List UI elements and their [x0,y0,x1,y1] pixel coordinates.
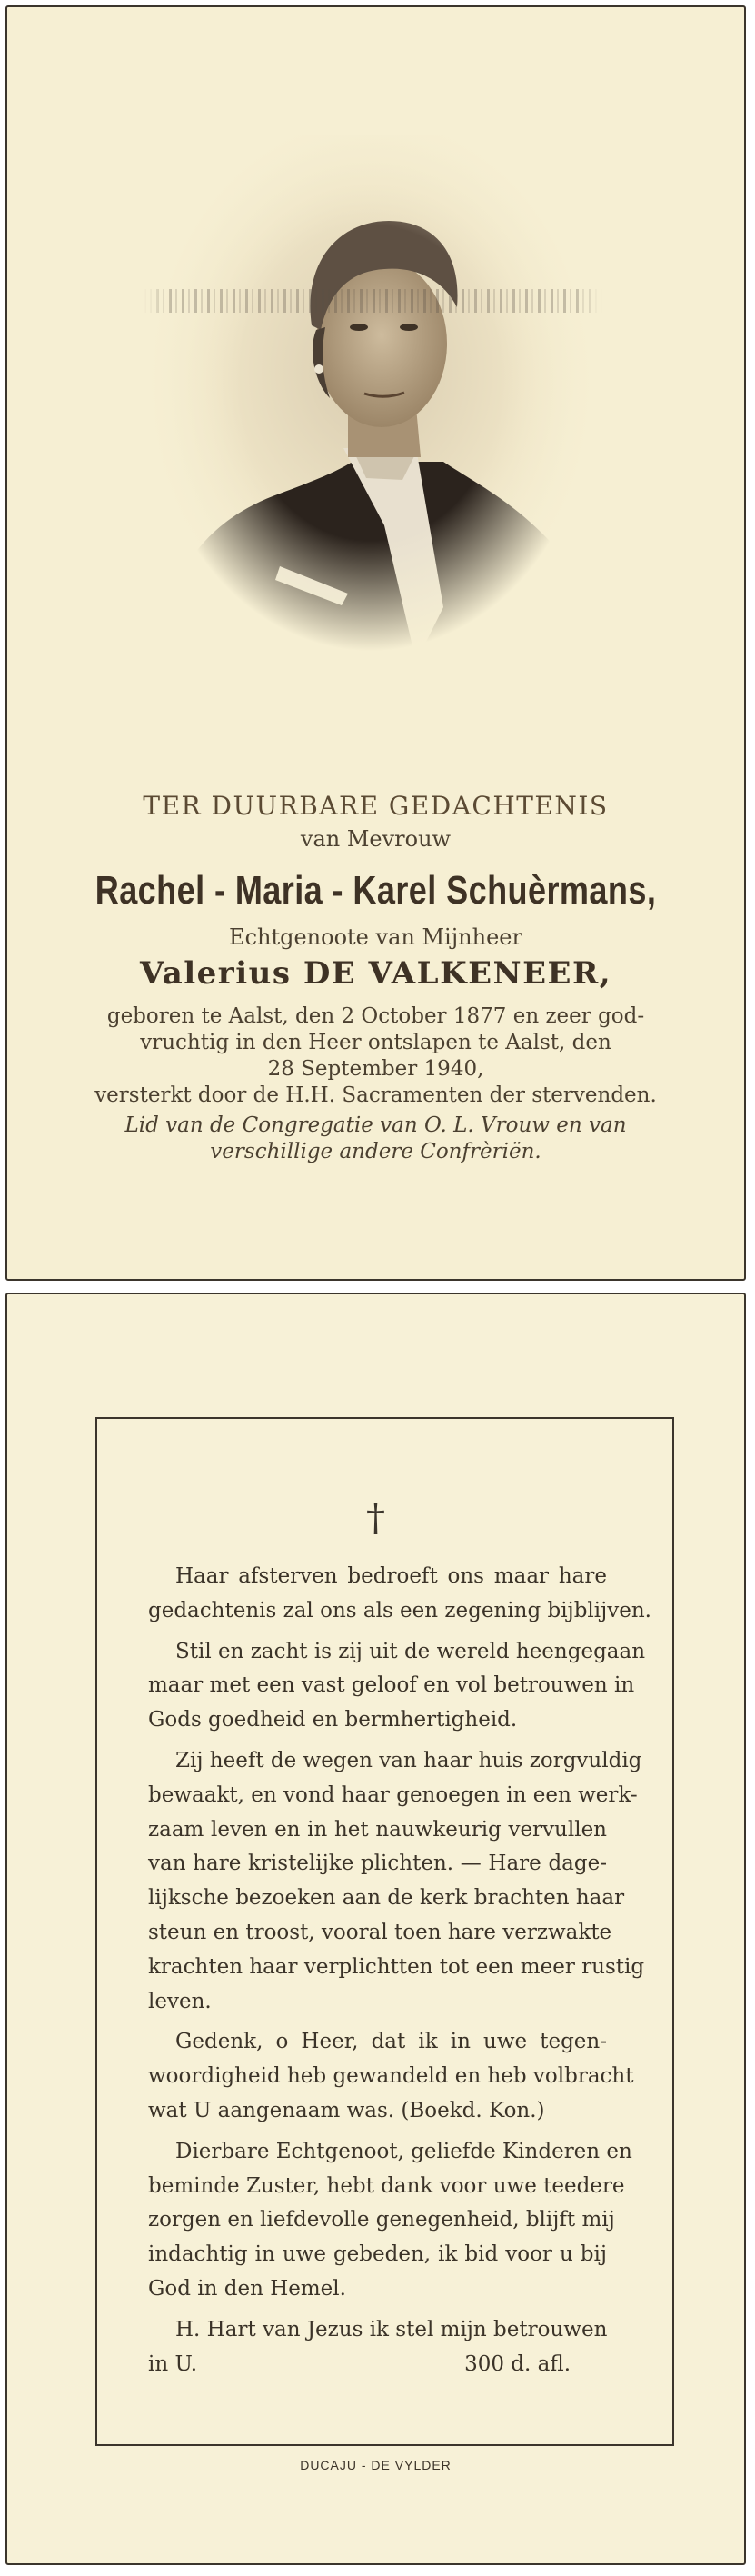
paragraph-line: van hare kristelijke plichten. — Hare dage- [148,1852,607,1876]
body-line: vruchtig in den Heer ontslapen te Aalst, den [140,1031,611,1054]
paragraph [148,2313,607,2382]
spouse-name: Valerius DE VALKENEER, [139,955,612,992]
paragraph-line: beminde Zuster, hebt dank voor uwe teedere [148,2173,625,2198]
portrait-photo [144,135,598,662]
congregation-line: Lid van de Congregatie van O. L. Vrouw en van [124,1113,627,1137]
indulgence-days: 300 d. afl. [464,2351,571,2376]
body-line: geboren te Aalst, den 2 October 1877 en zeer god- [106,1004,645,1028]
paragraph-line: lijksche bezoeken aan de kerk brachten haar [148,1886,625,1911]
van-mevrouw: van Mevrouw [300,826,452,852]
paragraph-line: Dierbare Echtgenoot, geliefde Kinderen en [175,2139,632,2163]
paragraph [148,1560,651,1629]
paragraph-line: steun en troost, vooral toen hare verzwakte [148,1920,612,1944]
echtgenoote-label: Echtgenoote van Mijnheer [229,924,522,950]
front-text-block [7,789,744,1165]
paragraph [148,2025,634,2128]
paragraph-line: Gedenk, o Heer, dat ik in uwe tegen- [175,2030,607,2054]
paragraph-line: H. Hart van Jezus ik stel mijn betrouwen [175,2317,608,2341]
paragraph-line: indachtig in uwe gebeden, ik bid voor u bij [148,2242,607,2267]
paragraph-line: zaam leven en in het nauwkeurig vervullen [148,1817,607,1842]
faded-stamp-marks [144,289,602,313]
paragraph [148,2135,632,2307]
prayer-text [148,1560,651,2388]
heading: TER DUURBARE GEDACHTENIS [143,791,609,821]
paragraph-line: wat U aangenaam was. (Boekd. Kon.) [148,2098,545,2122]
paragraph-line: Gods goedheid en bermhertigheid. [148,1708,518,1732]
cross-icon: † [366,1495,385,1540]
memorial-card-front [5,5,746,1281]
congregation-line: verschillige andere Confrèriën. [210,1140,541,1163]
paragraph-line: Haar afsterven bedroeft ons maar hare [175,1564,607,1588]
paragraph-line: woordigheid heb gewandeld en heb volbracht [148,2064,634,2089]
paragraph-line: Stil en zacht is zij uit de wereld heengegaan [175,1639,646,1663]
paragraph [148,1744,645,2019]
paragraph-line: krachten haar verplichtten tot een meer rustig [148,1954,645,1979]
paragraph-line: bewaakt, en vond haar genoegen in een werk- [148,1782,638,1807]
printer-name: DUCAJU - DE VYLDER [300,2458,452,2472]
deceased-name: Rachel - Maria - Karel Schuèrmans, [94,868,657,913]
body-line: versterkt door de H.H. Sacramenten der stervenden. [94,1083,657,1107]
memorial-card-back [5,1293,746,2565]
paragraph-line: God in den Hemel. [148,2276,346,2301]
paragraph [148,1635,646,1738]
final-line [148,2348,607,2382]
body-line: 28 September 1940, [267,1057,484,1081]
paragraph-line: Zij heeft de wegen van haar huis zorgvuldig [175,1748,642,1772]
paragraph-line: maar met een vast geloof en vol betrouwen in [148,1673,635,1698]
final-line-left: in U. [148,2351,198,2376]
paragraph-line: zorgen en liefdevolle genegenheid, blijft mij [148,2208,615,2232]
paragraph-line: gedachtenis zal ons als een zegening bijblijven. [148,1598,651,1622]
paragraph-line: leven. [148,1989,212,2013]
